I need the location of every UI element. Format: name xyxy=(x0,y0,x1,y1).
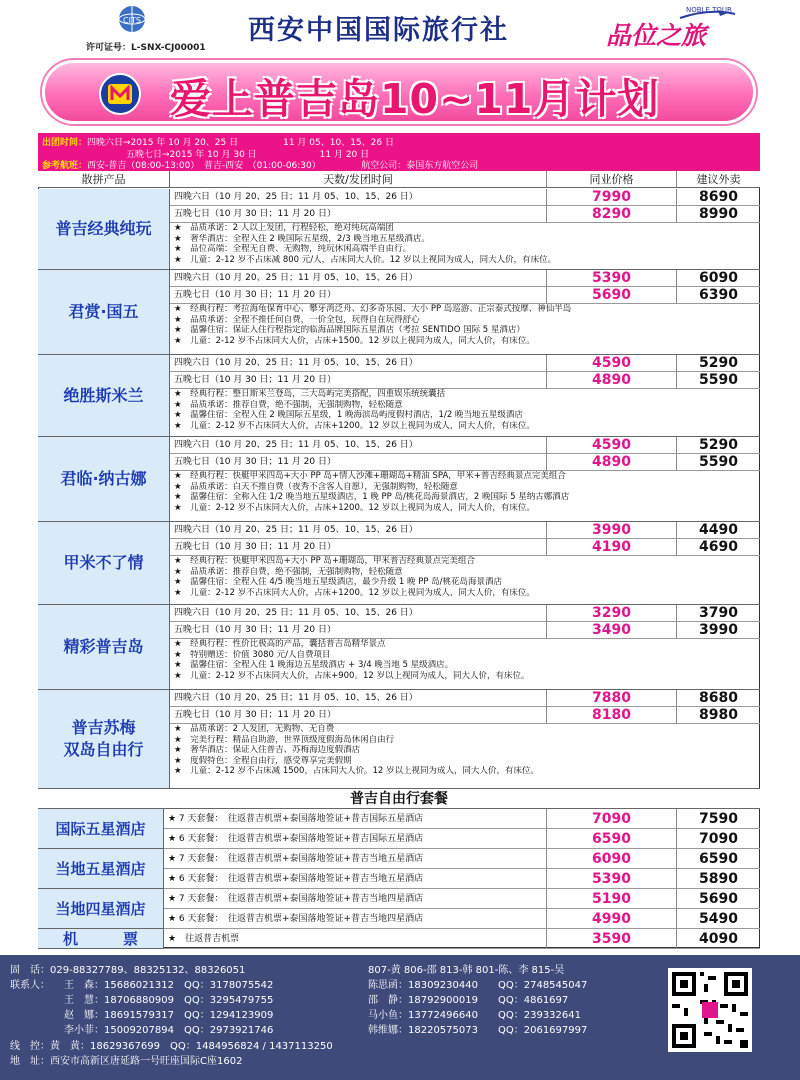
peer-price: 3290 xyxy=(546,605,676,622)
agency-name: 西安中国国际旅行社 xyxy=(248,15,509,46)
package-suggested-price: 7590 xyxy=(676,809,760,829)
detail-line: ★ 品质承诺：白天不推自费（夜秀不含客人自愿），无强制购物，轻松随意 xyxy=(174,481,458,492)
detail-line: ★ 儿童：2-12 岁不占床减 800 元/人，占床同大人价。12 岁以上视同为成人，同大人价，有床位。 xyxy=(174,254,557,265)
fixed-phone-line xyxy=(10,961,245,976)
col-suggest-price: 建议外卖 xyxy=(676,171,760,188)
col-peer-price: 同业价格 xyxy=(546,171,676,188)
col-product: 散拼产品 xyxy=(38,171,170,188)
detail-line: ★ 儿童：2-12 岁不占床减 1500，占床同大人价。12 岁以上视同为成人，同大人价，有床位。 xyxy=(174,766,539,776)
suggested-price: 8980 xyxy=(676,707,760,724)
hotline-label: 线 控： xyxy=(10,1041,50,1052)
detail-line: ★ 奢华酒店：全程入住 2 晚国际五星级，2/3 晚当地五星级酒店。 xyxy=(174,233,430,244)
package-desc: ★ 6 天套餐： 往返普吉机票+泰国落地签证+普吉国际五星酒店 xyxy=(164,829,546,849)
contact-entry: 王 慧：18706880909 QQ：3295479755 xyxy=(64,995,274,1006)
detail-line: ★ 温馨住宿：全程入住 4/5 晚当地五星级酒店，最少升级 1 晚 PP 岛/桃花岛海景酒店 xyxy=(174,577,503,587)
package-peer-price: 6590 xyxy=(546,829,676,849)
package-peer-price: 3590 xyxy=(546,929,676,949)
detail-line: ★ 经典行程：整日斯米兰登岛，三大岛屿完美搭配，四重娱乐统统囊括 xyxy=(174,389,446,399)
banner-title: 爱上普吉岛10~11月计划 xyxy=(170,75,660,123)
peer-price: 7880 xyxy=(546,690,676,707)
depart-label: 出团时间： xyxy=(42,138,88,148)
schedule-cell: 五晚七日（10 月 30 日；11 月 20 日） xyxy=(170,539,546,556)
brand-subtitle: NOBLE TOUR xyxy=(686,6,732,14)
address-label: 地 址： xyxy=(10,1056,50,1067)
flight-detail: 西安-普吉（08:00-13:00） 普吉-西安 （01:00-06:30） 航空公司：泰国东方航空公司 xyxy=(87,161,479,171)
suggested-price: 6390 xyxy=(676,287,760,304)
suggested-price: 8990 xyxy=(676,206,760,223)
flight-label: 参考航班： xyxy=(42,161,88,171)
suggested-price: 4490 xyxy=(676,522,760,539)
detail-line: ★ 奢华酒店：保证入住普吉、苏梅海边度假酒店 xyxy=(174,745,361,755)
detail-line: ★ 温馨住宿：全称入住 1/2 晚当地五星级酒店，1 晚 PP 岛/桃花岛海景酒店，2 晚国际 5 星纳古娜酒店 xyxy=(174,492,570,502)
package-desc: ★ 7 天套餐： 往返普吉机票+泰国落地签证+普吉当地五星酒店 xyxy=(164,849,546,869)
package-name: 机 票 xyxy=(38,929,164,949)
peer-price: 8290 xyxy=(546,206,676,223)
detail-line: ★ 品质承诺：2 人以上发团，行程轻松，绝对纯玩高端团 xyxy=(174,223,394,233)
qr-code-icon xyxy=(668,968,752,1052)
detail-line: ★ 完美行程：精品自助游，世界顶级度假海岛休闲自由行 xyxy=(174,734,395,745)
detail-line: ★ 儿童：2-12 岁不占床同大人价，占床+1500。12 岁以上视同为成人，同大人价，有床位。 xyxy=(174,335,535,346)
schedule-cell: 五晚七日（10 月 30 日；11 月 20 日） xyxy=(170,707,546,724)
product-name: 绝胜斯米兰 xyxy=(38,355,170,437)
schedule-cell: 五晚七日（10 月 30 日；11 月 20 日） xyxy=(170,206,546,223)
product-name: 普吉苏梅 双岛自由行 xyxy=(38,690,170,789)
brand-name: 品位之旅 xyxy=(606,21,707,50)
peer-price: 8180 xyxy=(546,707,676,724)
flight-line xyxy=(42,158,478,171)
schedule-cell: 五晚七日（10 月 30 日；11 月 20 日） xyxy=(170,454,546,471)
fixed-label: 固 话： xyxy=(10,965,50,976)
package-peer-price: 5190 xyxy=(546,889,676,909)
svg-text:CITS: CITS xyxy=(123,16,141,25)
peer-price: 3490 xyxy=(546,622,676,639)
package-desc: ★ 往返普吉机票 xyxy=(164,929,546,949)
detail-line: ★ 经典行程：快艇甲米四岛+大小 PP 岛+珊瑚岛，甲米普吉经典景点完美组合 xyxy=(174,556,476,566)
suggested-price: 5590 xyxy=(676,372,760,389)
product-name: 君临·纳古娜 xyxy=(38,437,170,522)
product-details xyxy=(170,223,760,270)
peer-price: 7990 xyxy=(546,189,676,206)
depart-line-2: 五晚七日→2015 年 10 月 30 日 11 月 20 日 xyxy=(126,150,370,160)
detail-line: ★ 特别赠送：价值 3080 元/人自费项目 xyxy=(174,649,331,660)
schedule-cell: 四晚六日（10 月 20、25 日；11 月 05、10、15、26 日） xyxy=(170,189,546,206)
detail-line: ★ 温馨住宿：全程入住 1 晚海边五星级酒店 + 3/4 晚当地 5 星级酒店。 xyxy=(174,660,454,670)
detail-line: ★ 品质承诺：全程不推任何自费，一价全包，玩得自在玩得舒心 xyxy=(174,314,420,325)
peer-price: 3990 xyxy=(546,522,676,539)
suggested-price: 8680 xyxy=(676,690,760,707)
product-details xyxy=(170,304,760,355)
suggested-price: 5290 xyxy=(676,355,760,372)
license-number: 许可证号：L-SNX-CJ00001 xyxy=(86,43,206,53)
product-details xyxy=(170,556,760,605)
departure-info xyxy=(38,133,760,171)
package-desc: ★ 7 天套餐： 往返普吉机票+泰国落地签证+普吉当地四星酒店 xyxy=(164,889,546,909)
detail-line: ★ 儿童：2-12 岁不占床同大人价，占床+1200。12 岁以上视同为成人，同大人价，有床位。 xyxy=(174,502,535,513)
contact-entry: 韩维娜：18220575073 QQ：2061697997 xyxy=(368,1025,588,1036)
package-peer-price: 6090 xyxy=(546,849,676,869)
product-details xyxy=(170,471,760,522)
packages-title: 普吉自由行套餐 xyxy=(38,789,760,809)
contact-entry: 马小鱼：13772496640 QQ：239332641 xyxy=(368,1010,581,1021)
detail-line: ★ 品质承诺：2 人发团，无购物、无自费 xyxy=(174,724,335,734)
peer-price: 4590 xyxy=(546,355,676,372)
product-details xyxy=(170,389,760,437)
detail-line: ★ 儿童：2-12 岁不占床同大人价，占床+1200。12 岁以上视同为成人，同大人价，有床位。 xyxy=(174,587,535,598)
cits-logo-icon xyxy=(104,4,160,38)
peer-price: 4890 xyxy=(546,454,676,471)
fixed-phones: 029-88327789、88325132、88326051 xyxy=(50,965,246,976)
schedule-cell: 四晚六日（10 月 20、25 日；11 月 05、10、15、26 日） xyxy=(170,522,546,539)
suggested-price: 4690 xyxy=(676,539,760,556)
product-name: 普吉经典纯玩 xyxy=(38,189,170,270)
package-desc: ★ 7 天套餐： 往返普吉机票+泰国落地签证+普吉国际五星酒店 xyxy=(164,809,546,829)
contact-entry: 李小菲：15009207894 QQ：2973921746 xyxy=(64,1025,274,1036)
address: 西安市高新区唐延路一号旺座国际C座1602 xyxy=(50,1056,243,1067)
schedule-cell: 四晚六日（10 月 20、25 日；11 月 05、10、15、26 日） xyxy=(170,690,546,707)
suggested-price: 5590 xyxy=(676,454,760,471)
package-suggested-price: 7090 xyxy=(676,829,760,849)
product-name: 君赏·国五 xyxy=(38,270,170,355)
suggested-price: 5290 xyxy=(676,437,760,454)
product-name: 甲米不了情 xyxy=(38,522,170,605)
suggested-price: 3790 xyxy=(676,605,760,622)
detail-line: ★ 儿童：2-12 岁不占床同大人价，占床+900。12 岁以上视同为成人，同大人价，有床位。 xyxy=(174,670,530,681)
detail-line: ★ 品质承诺：推荐自费，绝不强制，无强制购物，轻松随意 xyxy=(174,399,403,410)
contact-entry: 陈思函：18309230440 QQ：2748545047 xyxy=(368,980,588,991)
suggested-price: 6090 xyxy=(676,270,760,287)
package-peer-price: 4990 xyxy=(546,909,676,929)
peer-price: 4590 xyxy=(546,437,676,454)
hotline-line xyxy=(10,1037,333,1052)
suggested-price: 3990 xyxy=(676,622,760,639)
detail-line: ★ 品位高端：全程无自费、无购物，纯玩休闲高端半自由行。 xyxy=(174,244,412,254)
address-line xyxy=(10,1052,242,1067)
schedule-cell: 四晚六日（10 月 20、25 日；11 月 05、10、15、26 日） xyxy=(170,355,546,372)
peer-price: 4890 xyxy=(546,372,676,389)
detail-line: ★ 经典行程：考拉海龟保育中心、攀牙湾泛舟、幻多奇乐园、大小 PP 岛巡游、正宗泰式按摩、神仙半岛 xyxy=(174,304,572,314)
package-suggested-price: 6590 xyxy=(676,849,760,869)
depart-dates-1: 四晚六日→2015 年 10 月 20、25 日 11 月 05、10、15、26 日 xyxy=(87,138,394,148)
package-name: 当地五星酒店 xyxy=(38,849,164,889)
package-name: 当地四星酒店 xyxy=(38,889,164,929)
detail-line: ★ 品质承诺：推荐自费，绝不强制，无强制购物，轻松随意 xyxy=(174,566,403,577)
product-details xyxy=(170,724,760,789)
schedule-cell: 五晚七日（10 月 30 日；11 月 20 日） xyxy=(170,287,546,304)
schedule-cell: 五晚七日（10 月 30 日；11 月 20 日） xyxy=(170,372,546,389)
product-name: 精彩普吉岛 xyxy=(38,605,170,690)
schedule-cell: 四晚六日（10 月 20、25 日；11 月 05、10、15、26 日） xyxy=(170,270,546,287)
package-suggested-price: 5490 xyxy=(676,909,760,929)
top-header xyxy=(0,0,800,58)
detail-line: ★ 经典行程：性价比极高的产品，囊括普吉岛精华景点 xyxy=(174,639,386,649)
package-suggested-price: 5890 xyxy=(676,869,760,889)
peer-price: 4190 xyxy=(546,539,676,556)
package-name: 国际五星酒店 xyxy=(38,809,164,849)
schedule-cell: 五晚七日（10 月 30 日；11 月 20 日） xyxy=(170,622,546,639)
col-days: 天数/发团时间 xyxy=(170,171,546,188)
contacts-label: 联系人： xyxy=(10,980,50,991)
hotline: 黄 黄：18629367699 QQ：1484956824 / 1437113250 xyxy=(50,1041,333,1052)
package-suggested-price: 4090 xyxy=(676,929,760,949)
detail-line: ★ 度假特色：全程自由行，感受尊享完美假期 xyxy=(174,755,352,766)
peer-price: 5690 xyxy=(546,287,676,304)
suggested-price: 8690 xyxy=(676,189,760,206)
contact-entry: 赵 娜：18691579317 QQ：1294123909 xyxy=(64,1010,274,1021)
peer-price: 5390 xyxy=(546,270,676,287)
package-suggested-price: 5690 xyxy=(676,889,760,909)
detail-line: ★ 经典行程：快艇甲米四岛+大小 PP 岛+情人沙滩+珊瑚岛+精油 SPA，甲米+普吉经典景点完美组合 xyxy=(174,471,566,481)
contact-entry: 邵 静：18792900019 QQ：4861697 xyxy=(368,995,569,1006)
extensions: 807-黄 806-邵 813-韩 801-陈、李 815-吴 xyxy=(368,965,565,976)
product-details xyxy=(170,639,760,690)
package-desc: ★ 6 天套餐： 往返普吉机票+泰国落地签证+普吉当地四星酒店 xyxy=(164,909,546,929)
detail-line: ★ 温馨住宿：全程入住 2 晚国际五星级，1 晚海滨岛屿度假村酒店，1/2 晚当地五星级酒店 xyxy=(174,410,523,420)
schedule-cell: 四晚六日（10 月 20、25 日；11 月 05、10、15、26 日） xyxy=(170,605,546,622)
detail-line: ★ 温馨住宿：保证入住行程指定的临海品牌国际五星酒店（考拉 SENTIDO 国际 5 星酒店） xyxy=(174,325,525,335)
contact-entry: 王 森：15686021312 QQ：3178075542 xyxy=(64,980,274,991)
package-peer-price: 5390 xyxy=(546,869,676,889)
schedule-cell: 四晚六日（10 月 20、25 日；11 月 05、10、15、26 日） xyxy=(170,437,546,454)
detail-line: ★ 儿童：2-12 岁不占床同大人价，占床+1200。12 岁以上视同为成人，同大人价，有床位。 xyxy=(174,420,535,431)
package-desc: ★ 6 天套餐： 往返普吉机票+泰国落地签证+普吉当地五星酒店 xyxy=(164,869,546,889)
package-peer-price: 7090 xyxy=(546,809,676,829)
emblem-icon xyxy=(98,72,142,116)
